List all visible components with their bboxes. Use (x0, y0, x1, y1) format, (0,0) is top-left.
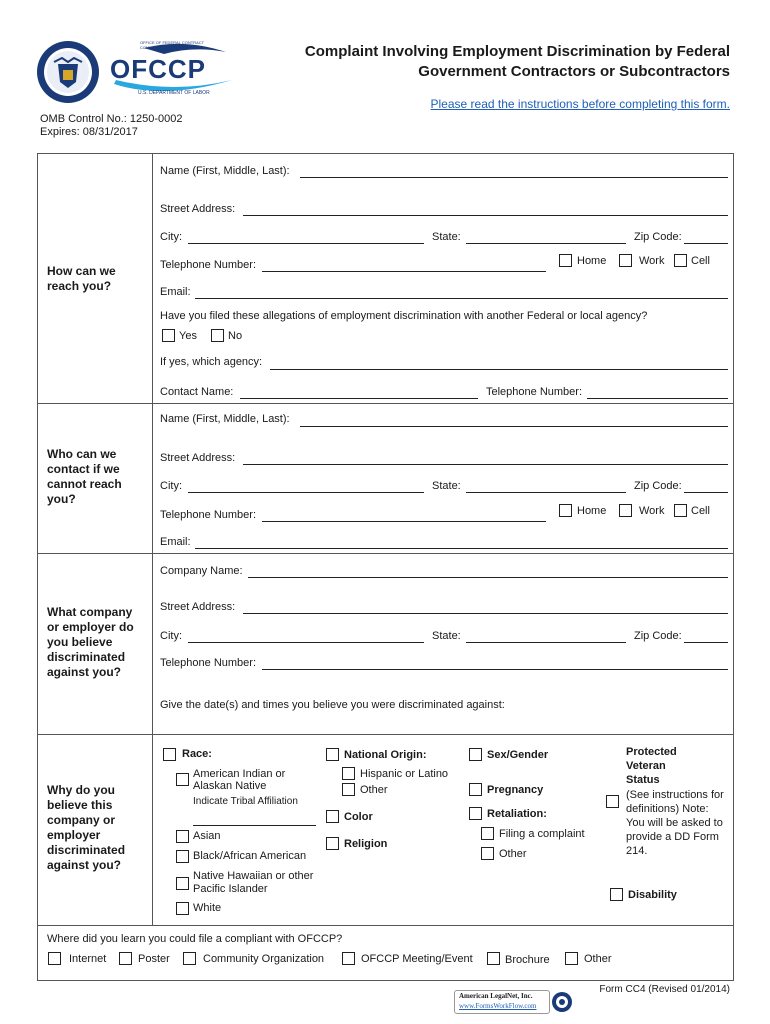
row-sep-2 (37, 553, 734, 554)
reach-contact-name-label: Contact Name: (160, 386, 234, 398)
row-sep-3 (37, 734, 734, 735)
reach-label: How can we reach you? (47, 264, 116, 293)
legalnet-url[interactable]: www.FormsWorkFlow.com (459, 1002, 537, 1010)
form-title-line2: Government Contractors or Subcontractors (418, 63, 730, 80)
learn-meeting-checkbox[interactable] (342, 952, 355, 965)
hispanic-checkbox[interactable] (342, 767, 355, 780)
other-origin-checkbox[interactable] (342, 783, 355, 796)
reach-city-field[interactable] (188, 243, 424, 244)
company-label: What company or employer do you believe discriminated against you? (47, 605, 134, 679)
frame-left-bottom (37, 925, 38, 980)
contact-cell-label: Cell (691, 505, 710, 517)
contact-street-field[interactable] (243, 464, 728, 465)
reach-home-label: Home (577, 255, 607, 267)
company-city-field[interactable] (188, 642, 424, 643)
other-ret-checkbox[interactable] (481, 847, 494, 860)
white-label: White (193, 902, 222, 914)
form-title (305, 42, 730, 82)
contact-name-field[interactable] (300, 426, 728, 427)
row-sep-4 (37, 925, 734, 926)
company-phone-label: Telephone Number: (160, 657, 257, 669)
national-origin-label: National Origin: (344, 749, 427, 761)
disability-checkbox[interactable] (610, 888, 623, 901)
reach-contact-phone-label: Telephone Number: (486, 386, 583, 398)
race-checkbox[interactable] (163, 748, 176, 761)
reach-street-field[interactable] (243, 215, 728, 216)
contact-label: Who can we contact if we cannot reach you? (47, 447, 122, 506)
reach-agency-label: If yes, which agency: (160, 356, 263, 368)
learn-poster-label: Poster (138, 953, 170, 965)
reach-email-field[interactable] (195, 298, 728, 299)
company-zip-label: Zip Code: (634, 630, 682, 642)
legalnet-logo-icon (551, 990, 573, 1014)
disability-label: Disability (628, 889, 677, 901)
company-city-label: City: (160, 630, 182, 642)
company-street-label: Street Address: (160, 601, 236, 613)
frame-left (37, 153, 38, 925)
hispanic-label: Hispanic or Latino (360, 768, 449, 780)
filing-label: Filing a complaint (499, 828, 585, 840)
company-street-field[interactable] (243, 613, 728, 614)
hawaiian-checkbox[interactable] (176, 877, 189, 890)
learn-brochure-checkbox[interactable] (487, 952, 500, 965)
contact-name-label: Name (First, Middle, Last): (160, 413, 290, 425)
tribal-label: Indicate Tribal Affiliation (193, 796, 298, 807)
black-label: Black/African American (193, 850, 307, 862)
instructions-link[interactable]: Please read the instructions before completing this form. (430, 97, 730, 111)
learn-community-checkbox[interactable] (183, 952, 196, 965)
contact-city-field[interactable] (188, 492, 424, 493)
company-zip-field[interactable] (684, 642, 728, 643)
contact-work-checkbox[interactable] (619, 504, 632, 517)
learn-community-label: Community Organization (203, 953, 325, 965)
frame-right (733, 153, 734, 925)
company-dates-label: Give the date(s) and times you believe you were discriminated against: (160, 699, 505, 711)
row-sep-1 (37, 403, 734, 404)
retaliation-checkbox[interactable] (469, 807, 482, 820)
reach-no-checkbox[interactable] (211, 329, 224, 342)
asian-checkbox[interactable] (176, 830, 189, 843)
ofccp-logo-text: OFCCP (110, 54, 206, 84)
form-title-line1: Complaint Involving Employment Discrimination by Federal (304, 43, 730, 60)
reach-contact-name-field[interactable] (240, 398, 478, 399)
other-ret-label: Other (499, 848, 527, 860)
contact-cell-checkbox[interactable] (674, 504, 687, 517)
reach-work-label: Work (639, 255, 665, 267)
national-origin-checkbox[interactable] (326, 748, 339, 761)
ofccp-logo-subtitle: U.S. DEPARTMENT OF LABOR (138, 90, 210, 96)
contact-state-field[interactable] (466, 492, 626, 493)
reach-phone-field[interactable] (262, 271, 546, 272)
frame-divider (152, 153, 153, 925)
reach-name-field[interactable] (300, 177, 728, 178)
learn-internet-checkbox[interactable] (48, 952, 61, 965)
sex-label: Sex/Gender (487, 749, 549, 761)
contact-email-label: Email: (160, 536, 191, 548)
reach-cell-label: Cell (691, 255, 710, 267)
legalnet-name: American LegalNet, Inc. (459, 992, 533, 1000)
reach-email-label: Email: (160, 286, 191, 298)
color-checkbox[interactable] (326, 810, 339, 823)
contact-city-label: City: (160, 480, 182, 492)
learn-other-checkbox[interactable] (565, 952, 578, 965)
reach-yes-checkbox[interactable] (162, 329, 175, 342)
contact-zip-field[interactable] (684, 492, 728, 493)
contact-street-label: Street Address: (160, 452, 236, 464)
reach-city-label: City: (160, 231, 182, 243)
reach-state-field[interactable] (466, 243, 626, 244)
learn-meeting-label: OFCCP Meeting/Event (361, 953, 473, 965)
contact-home-checkbox[interactable] (559, 504, 572, 517)
american-indian-checkbox[interactable] (176, 773, 189, 786)
veteran-label: Protected Veteran Status (626, 746, 677, 786)
white-checkbox[interactable] (176, 902, 189, 915)
tribal-field[interactable] (193, 825, 316, 826)
contact-home-label: Home (577, 505, 607, 517)
frame-bottom (37, 980, 734, 981)
other-origin-label: Other (360, 784, 388, 796)
contact-phone-label: Telephone Number: (160, 509, 257, 521)
contact-phone-field[interactable] (262, 521, 546, 522)
reach-name-label: Name (First, Middle, Last): (160, 165, 290, 177)
contact-state-label: State: (432, 480, 461, 492)
company-name-field[interactable] (248, 577, 728, 578)
reach-zip-field[interactable] (684, 243, 728, 244)
reach-yes-label: Yes (179, 330, 197, 342)
company-state-field[interactable] (466, 642, 626, 643)
contact-work-label: Work (639, 505, 665, 517)
veteran-checkbox[interactable] (606, 795, 619, 808)
expires: Expires: 08/31/2017 (40, 126, 138, 138)
pregnancy-checkbox[interactable] (469, 783, 482, 796)
filing-checkbox[interactable] (481, 827, 494, 840)
learn-other-label: Other (584, 953, 612, 965)
reach-home-checkbox[interactable] (559, 254, 572, 267)
company-name-label: Company Name: (160, 565, 243, 577)
reach-contact-phone-field[interactable] (587, 398, 728, 399)
ofccp-logo-tagline: OFFICE OF FEDERAL CONTRACT COMPLIANCE PROGRAMS (140, 40, 205, 50)
religion-checkbox[interactable] (326, 837, 339, 850)
color-label: Color (344, 811, 373, 823)
retaliation-label: Retaliation: (487, 808, 547, 820)
reach-no-label: No (228, 330, 243, 342)
form-number: Form CC4 (Revised 01/2014) (599, 984, 730, 995)
why-label: Why do you believe this company or employer discriminated against you? (47, 783, 126, 872)
learn-internet-label: Internet (69, 953, 107, 965)
veteran-note: (See instructions for definitions) Note: You will be asked to provide a DD Form 214. (626, 789, 724, 857)
american-indian-label: American Indian or Alaskan Native (193, 768, 286, 792)
reach-cell-checkbox[interactable] (674, 254, 687, 267)
reach-phone-label: Telephone Number: (160, 259, 257, 271)
reach-state-label: State: (432, 231, 461, 243)
religion-label: Religion (344, 838, 388, 850)
learn-poster-checkbox[interactable] (119, 952, 132, 965)
hawaiian-label: Native Hawaiian or other Pacific Islander (193, 870, 314, 895)
contact-email-field[interactable] (195, 548, 728, 549)
frame-right-bottom (733, 925, 734, 980)
reach-zip-label: Zip Code: (634, 231, 682, 243)
company-state-label: State: (432, 630, 461, 642)
omb-control: OMB Control No.: 1250-0002 (40, 113, 183, 125)
black-checkbox[interactable] (176, 850, 189, 863)
reach-work-checkbox[interactable] (619, 254, 632, 267)
learn-question: Where did you learn you could file a compliant with OFCCP? (47, 933, 343, 945)
dol-seal (36, 40, 100, 104)
sex-checkbox[interactable] (469, 748, 482, 761)
pregnancy-label: Pregnancy (487, 784, 544, 796)
race-label: Race: (182, 748, 212, 760)
asian-label: Asian (193, 830, 221, 842)
company-phone-field[interactable] (262, 669, 728, 670)
reach-filed-question: Have you filed these allegations of employment discrimination with another Federal or local agency? (160, 310, 648, 322)
reach-street-label: Street Address: (160, 203, 236, 215)
reach-agency-field[interactable] (270, 369, 728, 370)
learn-brochure-label: Brochure (505, 954, 550, 966)
contact-zip-label: Zip Code: (634, 480, 682, 492)
frame-top (37, 153, 734, 154)
